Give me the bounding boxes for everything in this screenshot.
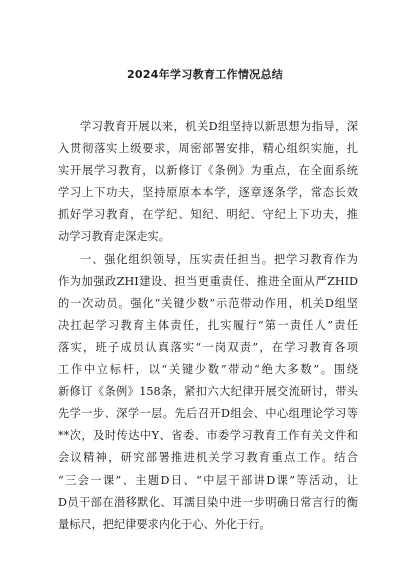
paragraph-line: 量标尺，把纪律要求内化于心、外化于行。 xyxy=(58,517,271,531)
paragraph-line: 作为加强政ZHI建设、担当更重责任、推进全面从严ZHID xyxy=(58,274,358,288)
paragraph-line: 实开展学习教育，以新修订《条例》为重点，在全面系统 xyxy=(58,164,358,178)
paragraph-section-one xyxy=(58,249,358,536)
paragraph-line: 新修订《条例》158条，紧扣六大纪律开展交流研讨，带头 xyxy=(58,385,358,399)
document-title: 2024年学习教育工作情况总结 xyxy=(126,68,284,81)
paragraph-intro xyxy=(58,116,358,249)
paragraph-line: 先学一步、深学一层。先后召开D组会、中心组理论学习等 xyxy=(58,407,358,421)
paragraph-line: 入贯彻落实上级要求，周密部署安排，精心组织实施，扎 xyxy=(58,142,358,156)
paragraph-line: D员干部在潜移默化、耳濡目染中进一步明确日常言行的衡 xyxy=(58,495,358,509)
paragraph-line: 一、强化组织领导，压实责任担当。把学习教育作为 xyxy=(80,252,358,266)
paragraph-line: 动学习教育走深走实。 xyxy=(58,230,170,244)
paragraph-line: 工作中立标杆，以“关键少数”带动“绝大多数”。围绕 xyxy=(58,363,358,377)
paragraph-line: 学习上下功夫，坚持原原本本学，逐章逐条学，常态长效 xyxy=(58,186,358,200)
document-body xyxy=(58,116,358,536)
paragraph-line: 落实，班子成员认真落实“一岗双责”，在学习教育各项 xyxy=(58,340,358,354)
paragraph-line: 的一次动员。强化“关键少数”示范带动作用，机关D组坚 xyxy=(58,296,358,310)
paragraph-line: 决扛起学习教育主体责任，扎实履行“第一责任人”责任 xyxy=(58,318,358,332)
paragraph-line: **次，及时传达中Y、省委、市委学习教育工作有关文件和 xyxy=(58,429,358,443)
paragraph-line: 会议精神，研究部署推进机关学习教育重点工作。结合 xyxy=(58,451,358,465)
paragraph-line: 抓好学习教育，在学纪、知纪、明纪、守纪上下功夫，推 xyxy=(58,208,358,222)
paragraph-line: 学习教育开展以来，机关D组坚持以新思想为指导，深 xyxy=(80,120,358,133)
paragraph-line: “三会一课”、主题D日、“中层干部讲D课”等活动，让 xyxy=(58,473,358,487)
